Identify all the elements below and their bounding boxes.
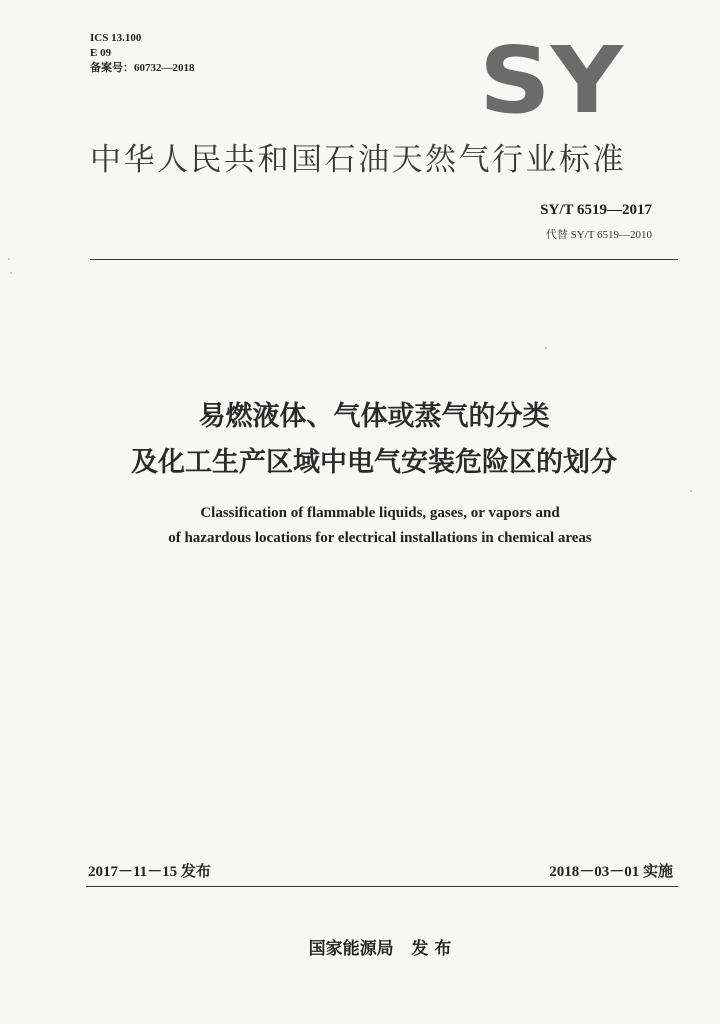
filing-number: 备案号：60732—2018 — [90, 62, 195, 74]
title-en-line2: of hazardous locations for electrical installations in chemical areas — [168, 530, 592, 546]
title-cn-line2: 及化工生产区域中电气安装危险区的划分 — [131, 447, 617, 478]
standard-code: SY/T 6519—2017 — [540, 202, 652, 218]
sy-logo — [478, 40, 624, 116]
replaces-standard: 代替 SY/T 6519—2010 — [545, 229, 652, 241]
scan-speck — [545, 347, 547, 349]
standard-organization: 中华人民共和国石油天然气行业标准 — [90, 142, 626, 178]
implementation-date: 2018－03－01 实施 — [549, 864, 673, 880]
classification-block — [90, 31, 195, 76]
header-divider — [90, 259, 678, 260]
ics-code: ICS 13.100 — [90, 32, 142, 44]
title-cn-line1: 易燃液体、气体或蒸气的分类 — [198, 401, 550, 432]
scan-speck — [10, 272, 12, 274]
footer-divider — [86, 886, 678, 887]
issue-date: 2017－11－15 发布 — [88, 864, 211, 880]
title-en-line1: Classification of flammable liquids, gases, or vapors and — [200, 505, 560, 521]
logo-text: SY — [479, 40, 624, 116]
scan-speck — [8, 258, 10, 260]
class-code: E 09 — [90, 47, 112, 59]
scan-speck — [690, 490, 692, 492]
publisher: 国家能源局 发 布 — [308, 939, 452, 959]
